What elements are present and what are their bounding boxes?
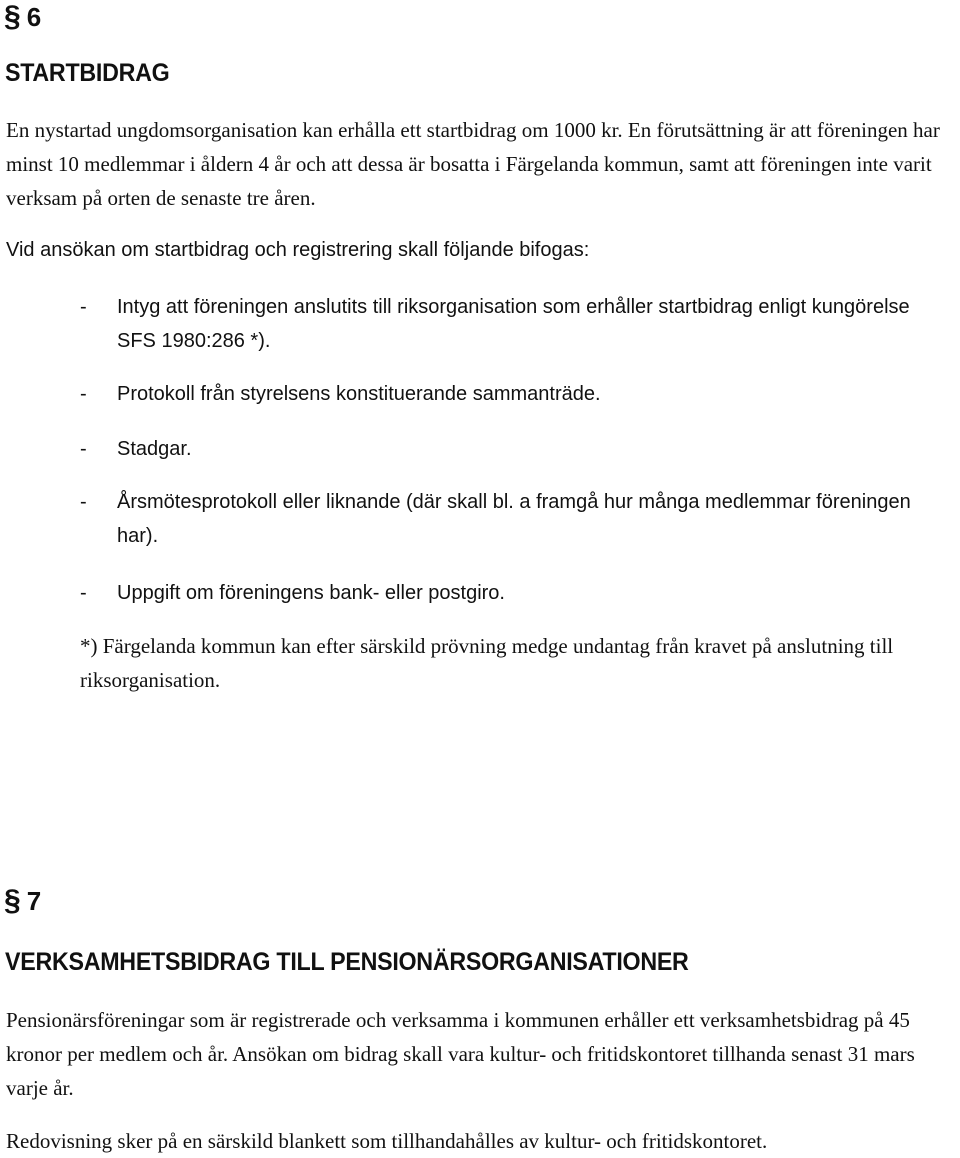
- footnote: *) Färgelanda kommun kan efter särskild prövning medge undantag från kravet på anslutning till riksorganisation.: [80, 634, 894, 692]
- list-item: [80, 432, 950, 466]
- list-item: [80, 485, 950, 553]
- section-7-title: VERKSAMHETSBIDRAG TILL PENSIONÄRSORGANISATIONER: [5, 948, 689, 976]
- list-item-text: Stadgar.: [117, 438, 192, 460]
- section-6-title: STARTBIDRAG: [5, 59, 170, 87]
- list-item-text: Uppgift om föreningens bank- eller postgiro.: [117, 582, 505, 604]
- section-6-intro: En nystartad ungdomsorganisation kan erhålla ett startbidrag om 1000 kr. En förutsättning är att föreningen har minst 10 medlemmar i åldern 4 år och att dessa är bosatta i Färgelanda kommun, samt att föreningen inte varit verksam på orten de senaste tre åren.: [6, 118, 940, 210]
- section-6-number: [4, 0, 41, 34]
- list-dash: -: [80, 383, 87, 405]
- list-dash: -: [80, 582, 87, 604]
- list-item-text: Intyg att föreningen anslutits till riksorganisation som erhåller startbidrag enligt kungörelse SFS 1980:286 *).: [117, 296, 910, 352]
- paragraph-sign: §: [4, 0, 21, 33]
- list-item: [80, 576, 950, 610]
- section-number: 7: [26, 886, 42, 916]
- list-dash: -: [80, 491, 87, 513]
- section-number: 6: [26, 2, 42, 32]
- list-dash: -: [80, 438, 87, 460]
- paragraph-sign: §: [4, 884, 21, 917]
- section-7-body: Pensionärsföreningar som är registrerade och verksamma i kommunen erhåller ett verksamhetsbidrag på 45 kronor per medlem och år. Ansökan om bidrag skall vara kultur- och fritidskontoret tillhanda senast 31 mars varje år.: [6, 1008, 915, 1100]
- attachments-intro: Vid ansökan om startbidrag och registrering skall följande bifogas:: [6, 239, 590, 261]
- section-7-number: [4, 884, 41, 918]
- list-item: [80, 377, 950, 411]
- list-dash: -: [80, 296, 87, 318]
- list-item-text: Årsmötesprotokoll eller liknande (där skall bl. a framgå hur många medlemmar föreningen har).: [117, 491, 911, 547]
- list-item-text: Protokoll från styrelsens konstituerande sammanträde.: [117, 383, 601, 405]
- list-item: [80, 290, 950, 358]
- section-7-closing: Redovisning sker på en särskild blankett som tillhandahålles av kultur- och fritidskontoret.: [6, 1129, 768, 1153]
